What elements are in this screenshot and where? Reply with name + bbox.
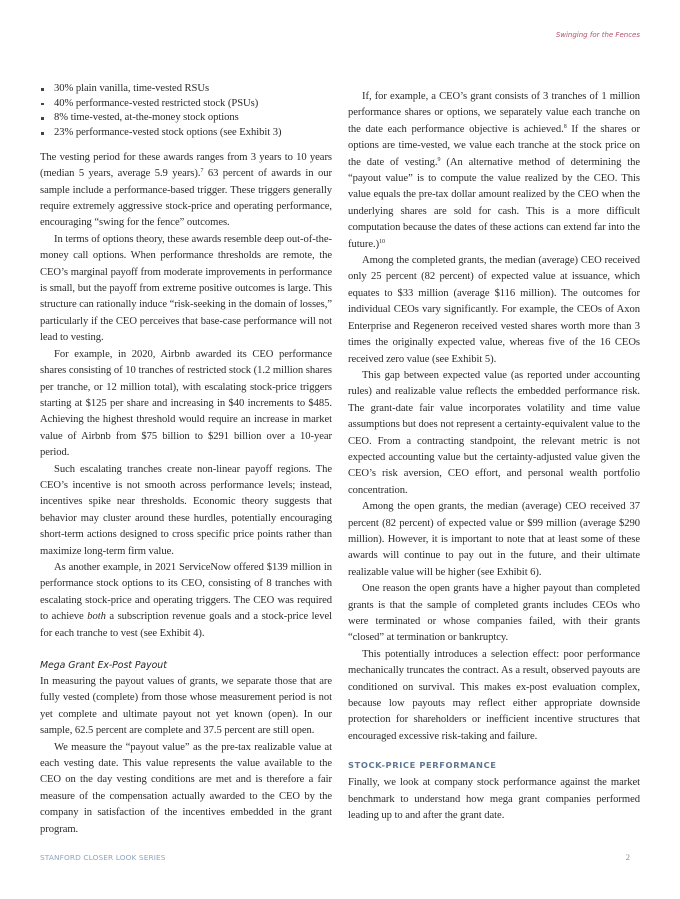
paragraph: In measuring the payout values of grants, we separate those that are fully vested (complete) from those whose measurement period is not yet complete and ultimate payout not yet known (open). In our sample, 62.5 percent are complete and 37.5 percent are still open. [40,676,332,737]
list-item: 40% performance-vested restricted stock (PSUs) [40,97,332,112]
header-row [0,31,680,62]
award-mix-list [40,82,332,141]
left-column [40,62,332,838]
text: The vesting period for these awards ranges from 3 years to 10 years (median 5 years, average 5.9 years). [40,151,332,180]
text: (An alternative method of determining the “payout value” is to compute the value realized by the CEO. This value equals the pre-tax dollar amount realized by the CEO when the underlying shares are sold for cash. This is a more difficult computation because the dates of these actions can extend far into the future.) [348,156,641,250]
subheading: Mega Grant Ex-Post Payout [40,660,167,671]
footer [0,838,680,899]
text: As another example, in 2021 ServiceNow offered $139 million in performance stock options to its CEO, consisting of 8 tranches with escalating stock-price and operating triggers. The CEO was required to achieve [40,561,332,623]
running-header: Swinging for the Fences [555,31,640,39]
list-item: 23% performance-vested stock options (see Exhibit 3) [40,126,332,141]
paragraph: In terms of options theory, these awards resemble deep out-of-the-money call options. When performance thresholds are remote, the CEO’s marginal payoff from moderate improvements in performance is small, but the payoff from extreme positive outcomes is large. This structure can rationally induce “risk-seeking in the domain of losses,” particularly if the CEO perceives that base-case performance will not lead to vesting. [40,233,332,344]
paragraph [40,150,332,232]
paragraph: Among the completed grants, the median (average) CEO received only 25 percent (82 percent) of expected value at issuance, which equates to $33 million (average $116 million). The outcomes for individual CEOs vary significantly. For example, the CEOs of Axon Enterprise and Regeneron received vested shares worth more than 3 times the originally expected value, whereas five of the 16 CEOs received zero value (see Exhibit 5). [348,255,640,365]
footnote-ref: 9 [437,156,441,163]
emphasis: both [87,611,106,623]
paragraph: Among the open grants, the median (average) CEO received 37 percent (82 percent) of expected value or $99 million (average $290 million). However, it is important to note that at least some of these awards will continue to pay out in the future, and their ultimate realizable value will be higher (see Exhibit 6). [348,501,640,578]
page-number: 2 [625,852,630,863]
paragraph [348,89,640,253]
paragraph: Finally, we look at company stock performance against the market benchmark to understand how mega grant companies performed leading up to and after the grant date. [348,777,640,822]
text: If, for example, a CEO’s grant consists of 3 tranches of 1 million performance shares or options, we separately value each tranche on the date each performance objective is achieved. [348,91,640,135]
footnote-ref: 8 [563,123,567,130]
paragraph [40,560,332,642]
footer-series: STANFORD CLOSER LOOK SERIES [40,853,166,863]
paragraph: This gap between expected value (as reported under accounting rules) and realizable value reflects the embedded performance risk. The grant-date fair value incorporates volatility and time value assumptions but does not represent a certainty-equivalent value to the CEO. From a contracting standpoint, the relevant metric is not expected accounting value but the certainty-adjusted value given the CEO’s risk aversion, CEO effort, and personal wealth portfolio concentration. [348,369,640,496]
paragraph: This potentially introduces a selection effect: poor performance mechanically truncates the contract. As a result, observed payouts are conditioned on survival. This makes ex-post evaluation complex, because low payouts may reflect either appropriate downside protection for shareholders or inefficient incentive structures that encouraged excessive risk-taking and failure. [348,648,640,742]
paragraph: One reason the open grants have a higher payout than completed grants is that the sample of completed grants includes CEOs who were terminated or whose companies failed, with their grants “closed” at termination or bankruptcy. [348,583,640,644]
text: 63 percent of awards in our sample include a performance-based trigger. These triggers generally require extremely aggressive stock-price and operating performance, encouraging “swing for the fence” outcomes. [40,168,332,229]
footnote-ref: 10 [379,238,385,245]
list-item: 8% time-vested, at-the-money stock options [40,111,332,126]
section-heading: STOCK-PRICE PERFORMANCE [348,760,497,771]
footnote-ref: 7 [200,168,204,175]
list-item: 30% plain vanilla, time-vested RSUs [40,82,332,97]
right-column [348,62,640,838]
paragraph: We measure the “payout value” as the pre-tax realizable value at each vesting date. This value represents the value available to the CEO on the day vesting conditions are met and is therefore a fair measure of the compensation actually awarded to the CEO by the company in satisfaction of the incentives embedded in the grant program. [40,741,332,835]
paragraph: Such escalating tranches create non-linear payoff regions. The CEO’s incentive is not smooth across performance levels; instead, incentives spike near thresholds. Economic theory suggests that behavior may cluster around these hurdles, potentially encouraging short-term actions designed to cross specific price points rather than maximize long-term firm value. [40,463,332,557]
text: a subscription revenue goals and a stock-price level for each tranche to vest (see Exhibit 4). [40,611,332,639]
paragraph: For example, in 2020, Airbnb awarded its CEO performance shares consisting of 10 tranches of restricted stock (1.2 million shares per tranche, or 12 million total), with escalating stock-price triggers starting at $125 per share and increasing in $40 increments to $485. Achieving the highest threshold would require an increase in market value of Airbnb from $75 billion to $291 billion over a 10-year period. [40,348,332,459]
body-columns [0,62,680,838]
text: If the shares or options are time-vested, we value each tranche at the stock price on the date of vesting. [348,123,641,168]
